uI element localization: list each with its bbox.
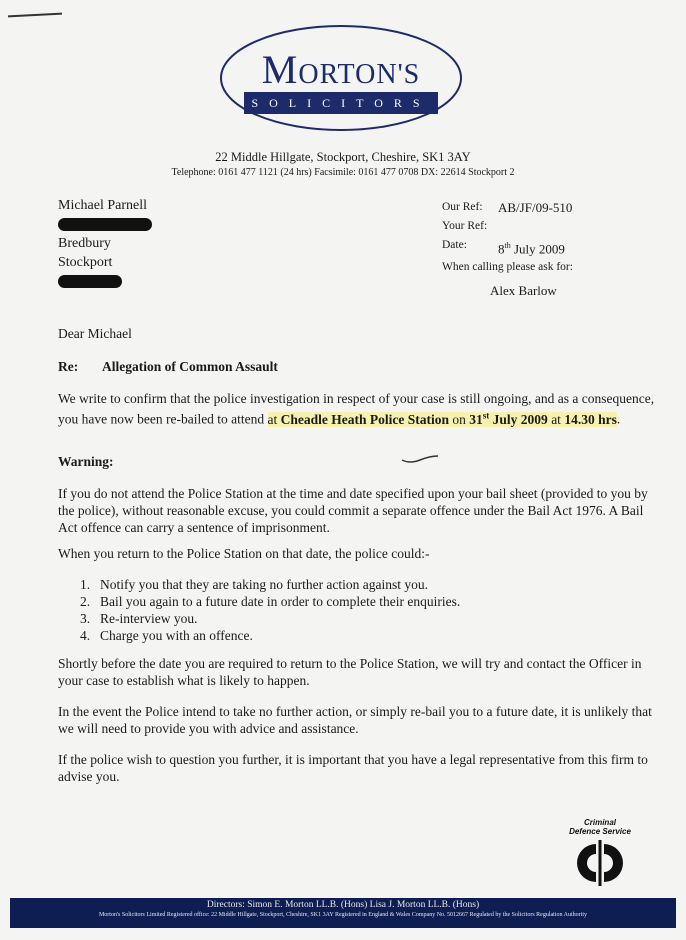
- firm-contact: Telephone: 0161 477 1121 (24 hrs) Facsimile: 0161 477 0708 DX: 22614 Stockport 2: [171, 167, 515, 178]
- firm-logo: [218, 22, 464, 134]
- your-ref-label: Your Ref:: [442, 220, 488, 232]
- footer-registered: Morton's Solicitors Limited Registered office: 22 Middle Hillgate, Stockport, Cheshire, SK1 3AY Registered in England & Wales Company No. 5012667 Regulated by the Solicitors Regulation Authority: [98, 912, 588, 918]
- paragraph-warning: If you do not attend the Police Station at the time and date specified upon your bail sheet (provided to you by the police), without reasonable excuse, you could commit a separate offence under the Bail Act 1976. A Bail Act offence can carry a sentence of imprisonment.: [58, 486, 648, 535]
- paragraph-bail: We write to confirm that the police investigation in respect of your case is still ongoing, and as a consequence, you have now been re-bailed to attend at Cheadle Heath Police Station on 31st July 2009 at 14.30 hrs.: [58, 391, 655, 427]
- footer-directors: Directors: Simon E. Morton LL.B. (Hons) Lisa J. Morton LL.B. (Hons): [206, 900, 480, 910]
- ask-for-label: When calling please ask for:: [442, 261, 573, 274]
- cds-emblem-icon: [572, 838, 628, 888]
- recipient-name: Michael Parnell: [58, 198, 148, 213]
- redacted-street: [58, 218, 152, 231]
- footer-band: [10, 898, 676, 928]
- list-item: 4. Charge you with an offence.: [80, 628, 253, 643]
- paragraph-no-further-action: In the event the Police intend to take no further action, or simply re-bail you to a future date, it is unlikely that we will need to provide you with advice and assistance.: [58, 704, 652, 736]
- recipient-city: Stockport: [58, 255, 113, 270]
- paragraph-contact-officer: Shortly before the date you are required to return to the Police Station, we will try and contact the Officer in your case to establish what is likely to happen.: [58, 656, 642, 688]
- redacted-postcode: [58, 275, 122, 288]
- reference-block: [442, 198, 573, 300]
- pen-mark: [8, 13, 62, 18]
- paragraph-legal-rep: If the police wish to question you further, it is important that you have a legal representative from this firm to advise you.: [58, 752, 648, 784]
- date-label: Date:: [442, 239, 467, 251]
- date-value: 8th July 2009: [498, 241, 565, 257]
- ask-for-name: Alex Barlow: [490, 283, 557, 299]
- police-options-list: [80, 576, 640, 644]
- cds-logo: [560, 818, 640, 893]
- salutation: Dear Michael: [58, 326, 132, 341]
- our-ref-label: Our Ref:: [442, 201, 483, 213]
- pen-squiggle: [400, 452, 440, 466]
- re-subject: Allegation of Common Assault: [102, 359, 278, 374]
- re-label: Re:: [58, 359, 79, 374]
- logo-tagline: SOLICITORS: [244, 92, 438, 114]
- re-line: [58, 358, 658, 375]
- list-item: 3. Re-interview you.: [80, 611, 198, 626]
- recipient-block: [58, 196, 152, 291]
- recipient-town: Bredbury: [58, 236, 111, 251]
- our-ref-value: AB/JF/09-510: [498, 200, 573, 215]
- highlighted-bail-details: at Cheadle Heath Police Station on 31st July 2009 at 14.30 hrs: [267, 410, 617, 427]
- warning-heading: Warning:: [58, 454, 114, 469]
- firm-address: 22 Middle Hillgate, Stockport, Cheshire, SK1 3AY: [215, 150, 471, 164]
- cds-line2: Defence Service: [569, 827, 631, 836]
- list-item: 1. Notify you that they are taking no further action against you.: [80, 577, 429, 592]
- paragraph-return: When you return to the Police Station on that date, the police could:-: [58, 546, 430, 561]
- cds-line1: Criminal: [583, 818, 616, 827]
- logo-name: MORTON'S: [261, 47, 421, 92]
- list-item: 2. Bail you again to a future date in order to complete their enquiries.: [80, 594, 461, 609]
